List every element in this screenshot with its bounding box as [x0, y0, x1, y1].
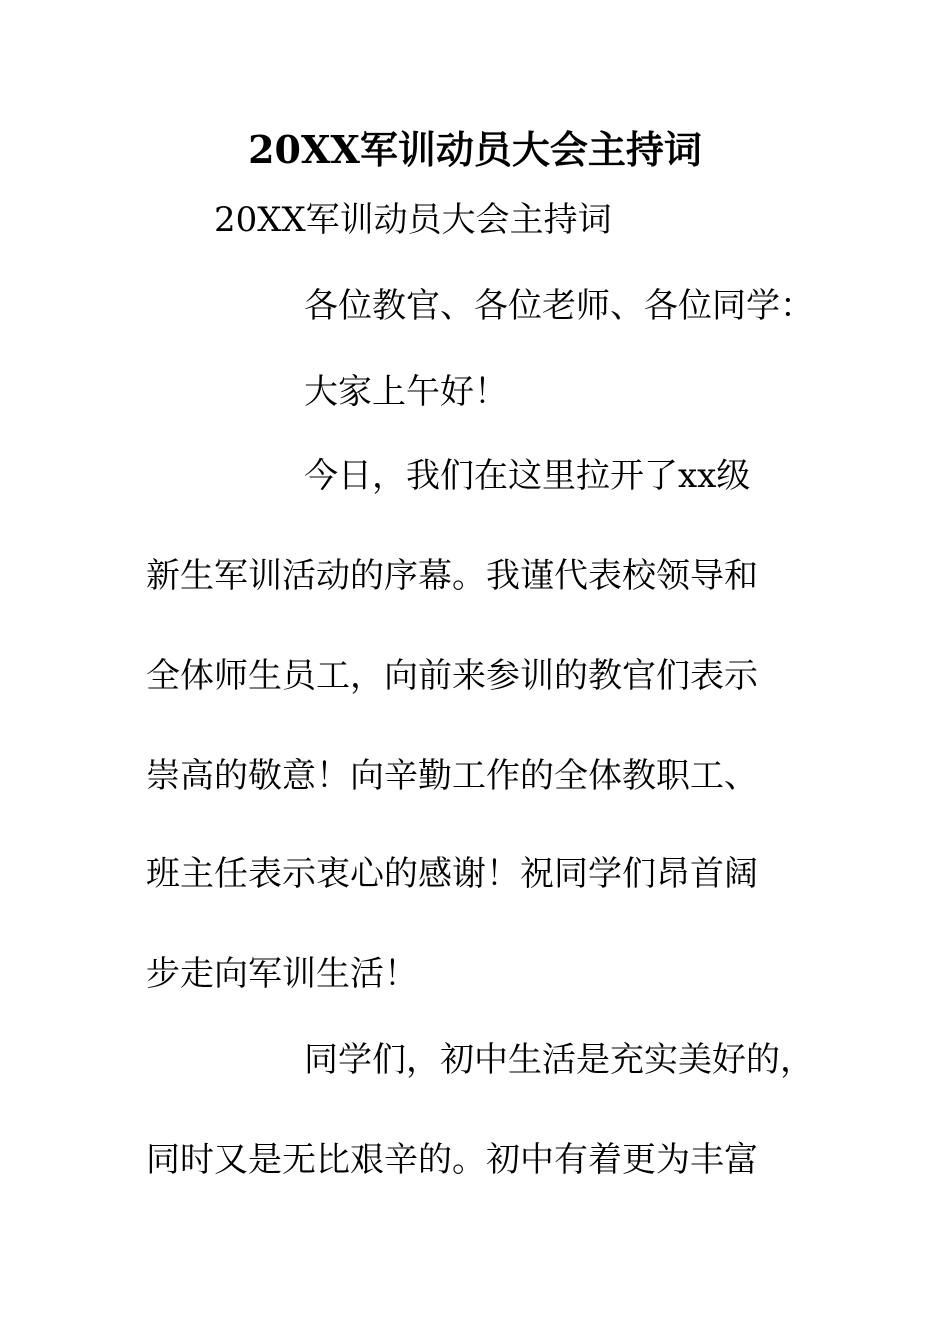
body-line: 新生军训活动的序幕。我谨代表校领导和 — [146, 556, 758, 596]
greeting-line: 各位教官、各位老师、各位同学： — [304, 286, 814, 326]
document-subtitle: 20XX军训动员大会主持词 — [214, 200, 612, 240]
body-line: 同时又是无比艰辛的。初中有着更为丰富 — [146, 1140, 758, 1180]
body-line: 步走向军训生活！ — [146, 954, 418, 994]
body-line: 崇高的敬意！向辛勤工作的全体教职工、 — [146, 756, 758, 796]
document-title: 20XX军训动员大会主持词 — [248, 127, 702, 172]
body-line: 班主任表示衷心的感谢！祝同学们昂首阔 — [146, 854, 758, 894]
opening-line: 大家上午好！ — [304, 372, 508, 412]
body-line: 今日，我们在这里拉开了xx级 — [304, 456, 751, 496]
body-line: 全体师生员工，向前来参训的教官们表示 — [146, 656, 758, 696]
body-line: 同学们，初中生活是充实美好的， — [304, 1040, 814, 1080]
